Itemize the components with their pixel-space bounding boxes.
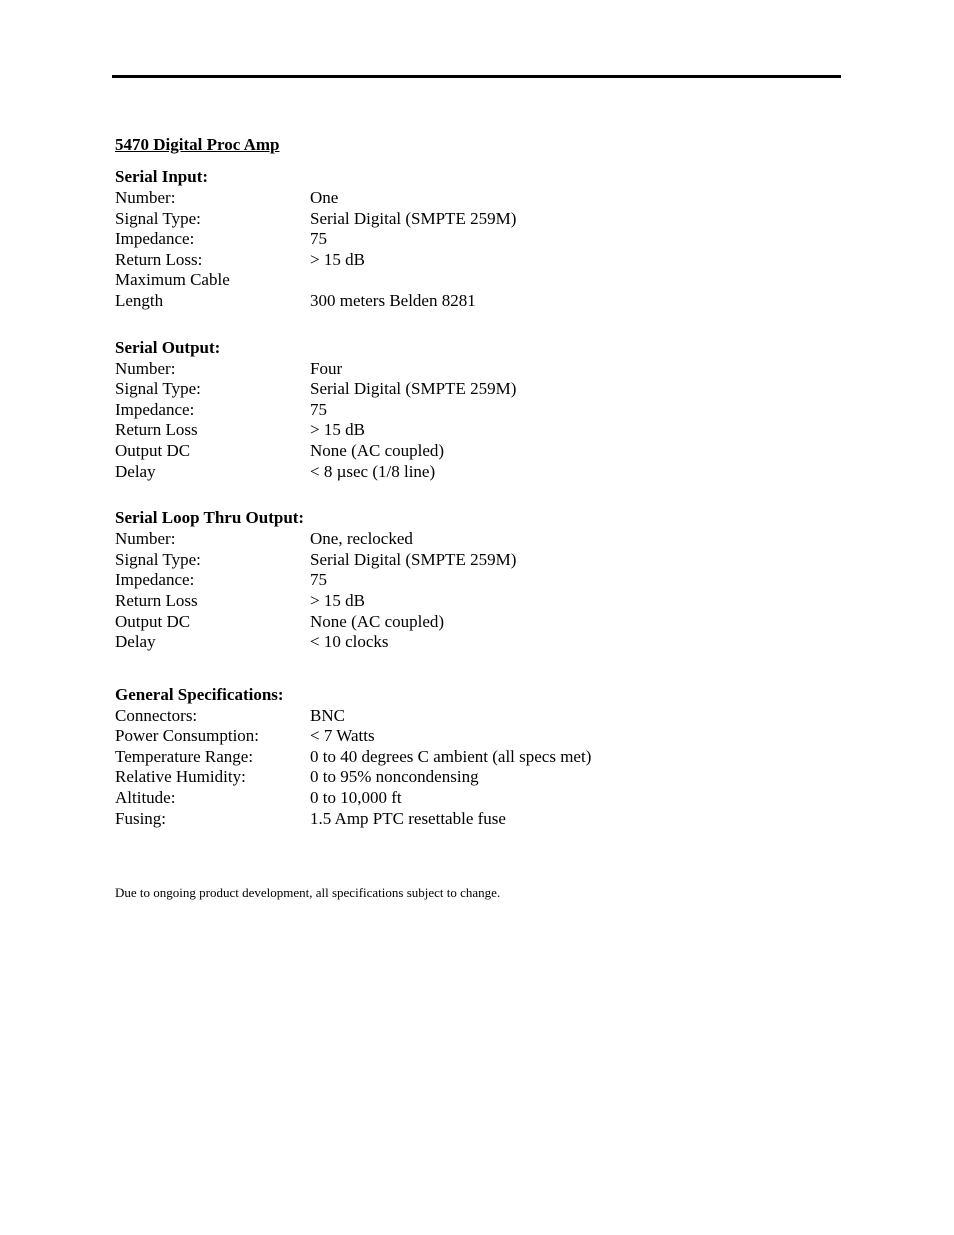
spec-row bbox=[115, 209, 815, 230]
section-heading: Serial Output: bbox=[115, 337, 221, 357]
spec-row bbox=[115, 788, 815, 809]
spec-value: 0 to 95% noncondensing bbox=[310, 767, 479, 787]
spec-label: Number: bbox=[115, 529, 176, 549]
spec-row bbox=[115, 591, 815, 612]
spec-label: Signal Type: bbox=[115, 208, 201, 228]
spec-row bbox=[115, 188, 815, 209]
spec-label: Signal Type: bbox=[115, 379, 201, 399]
spec-label: Number: bbox=[115, 188, 176, 207]
spec-value: 300 meters Belden 8281 bbox=[310, 290, 476, 310]
spec-value: < 8 µsec (1/8 line) bbox=[310, 461, 436, 481]
spec-label: Temperature Range: bbox=[115, 746, 254, 766]
spec-row bbox=[115, 529, 815, 550]
section-general-specifications bbox=[115, 684, 815, 830]
spec-label: Fusing: bbox=[115, 808, 167, 828]
spec-label: Length bbox=[115, 290, 164, 310]
spec-value: Serial Digital (SMPTE 259M) bbox=[310, 208, 517, 228]
spec-label: Impedance: bbox=[115, 229, 195, 249]
spec-sheet bbox=[115, 134, 815, 829]
section-heading: Serial Loop Thru Output: bbox=[115, 508, 305, 528]
spec-label: Impedance: bbox=[115, 570, 195, 590]
spec-value: 75 bbox=[310, 399, 327, 419]
spec-value: < 7 Watts bbox=[310, 726, 375, 746]
spec-row bbox=[115, 632, 815, 653]
spec-value: > 15 dB bbox=[310, 249, 365, 269]
spec-row bbox=[115, 229, 815, 250]
spec-row bbox=[115, 420, 815, 441]
spec-label: Maximum Cable bbox=[115, 270, 230, 290]
section-serial-output bbox=[115, 337, 815, 483]
spec-label: Delay bbox=[115, 461, 156, 481]
spec-value: One, reclocked bbox=[310, 529, 413, 549]
spec-row bbox=[115, 359, 815, 380]
section-serial-input bbox=[115, 166, 815, 312]
spec-row bbox=[115, 462, 815, 483]
spec-value: < 10 clocks bbox=[310, 632, 389, 652]
spec-label: Delay bbox=[115, 632, 156, 652]
spec-value: BNC bbox=[310, 705, 345, 725]
spec-row bbox=[115, 612, 815, 633]
spec-label: Output DC bbox=[115, 440, 191, 460]
spec-value: 1.5 Amp PTC resettable fuse bbox=[310, 808, 506, 828]
spec-value: None (AC coupled) bbox=[310, 440, 445, 460]
spec-label: Number: bbox=[115, 358, 176, 378]
spec-value: None (AC coupled) bbox=[310, 611, 445, 631]
spec-row bbox=[115, 550, 815, 571]
spec-row bbox=[115, 400, 815, 421]
spec-row bbox=[115, 291, 815, 312]
spec-label: Connectors: bbox=[115, 705, 198, 725]
spec-label: Impedance: bbox=[115, 399, 195, 419]
spec-value: 0 to 10,000 ft bbox=[310, 788, 402, 808]
spec-value: > 15 dB bbox=[310, 420, 365, 440]
spec-value: 0 to 40 degrees C ambient (all specs met) bbox=[310, 746, 592, 766]
section-heading: General Specifications: bbox=[115, 684, 284, 704]
spec-row bbox=[115, 441, 815, 462]
spec-value: Serial Digital (SMPTE 259M) bbox=[310, 379, 517, 399]
section-serial-loop-thru-output bbox=[115, 507, 815, 653]
spec-row bbox=[115, 726, 815, 747]
spec-row bbox=[115, 747, 815, 768]
spec-label: Altitude: bbox=[115, 788, 176, 808]
spec-value: Serial Digital (SMPTE 259M) bbox=[310, 549, 517, 569]
spec-row bbox=[115, 767, 815, 788]
spec-row bbox=[115, 379, 815, 400]
spec-label: Return Loss bbox=[115, 420, 198, 440]
spec-label: Signal Type: bbox=[115, 549, 201, 569]
spec-value: 75 bbox=[310, 229, 327, 249]
spec-value: One bbox=[310, 188, 339, 207]
spec-value: 75 bbox=[310, 570, 327, 590]
spec-row bbox=[115, 270, 815, 291]
document-title: 5470 Digital Proc Amp bbox=[115, 135, 280, 154]
spec-row bbox=[115, 570, 815, 591]
top-rule bbox=[112, 75, 841, 78]
footnote: Due to ongoing product development, all specifications subject to change. bbox=[115, 885, 501, 900]
spec-value: Four bbox=[310, 358, 343, 378]
spec-value bbox=[310, 270, 815, 291]
spec-value: > 15 dB bbox=[310, 590, 365, 610]
spec-label: Return Loss bbox=[115, 590, 198, 610]
section-heading: Serial Input: bbox=[115, 167, 209, 186]
spec-row bbox=[115, 809, 815, 830]
spec-label: Output DC bbox=[115, 611, 191, 631]
spec-label: Relative Humidity: bbox=[115, 767, 246, 787]
spec-row bbox=[115, 250, 815, 271]
spec-label: Power Consumption: bbox=[115, 726, 260, 746]
spec-label: Return Loss: bbox=[115, 249, 203, 269]
spec-row bbox=[115, 706, 815, 727]
